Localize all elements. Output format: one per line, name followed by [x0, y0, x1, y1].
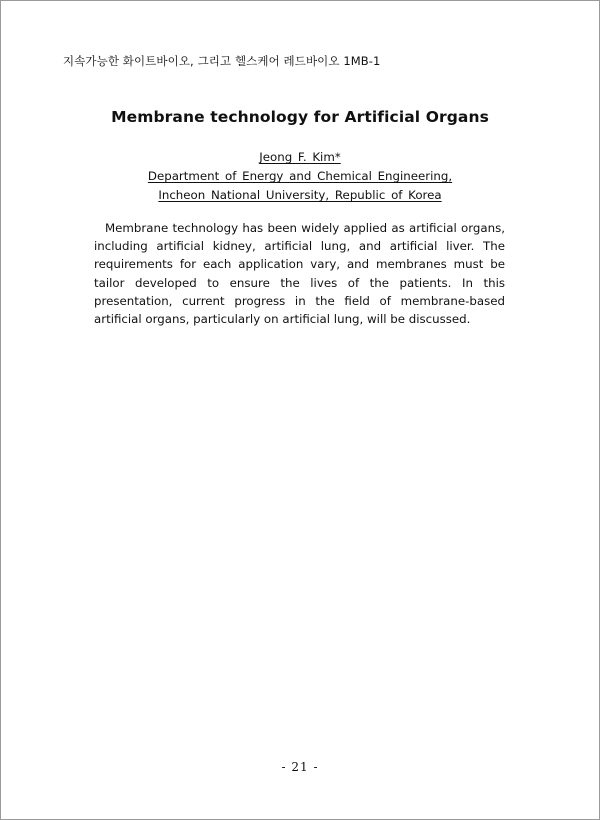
- author-line: [0, 148, 600, 167]
- affiliation-university: Incheon National University, Republic of Korea: [158, 188, 442, 202]
- affiliation-line-1: [0, 167, 600, 186]
- paper-title: Membrane technology for Artificial Organs: [111, 108, 489, 126]
- affiliation-department: Department of Energy and Chemical Engineering,: [147, 169, 453, 183]
- page-number: - 21 -: [281, 760, 319, 774]
- affiliation-line-2: [0, 186, 600, 205]
- running-header: 지속가능한 화이트바이오, 그리고 헬스케어 레드바이오 1MB-1: [63, 54, 381, 68]
- author-name: Jeong F. Kim*: [259, 150, 341, 164]
- abstract-paragraph: Membrane technology has been widely applied as artificial organs, including artificial kidney, artificial lung, and artificial liver. The requirements for each application vary, and membranes must be tailor developed to ensure the lives of the patients. In this presentation, current progress in the field of membrane-based artificial organs, particularly on artificial lung, will be discussed.: [94, 221, 505, 327]
